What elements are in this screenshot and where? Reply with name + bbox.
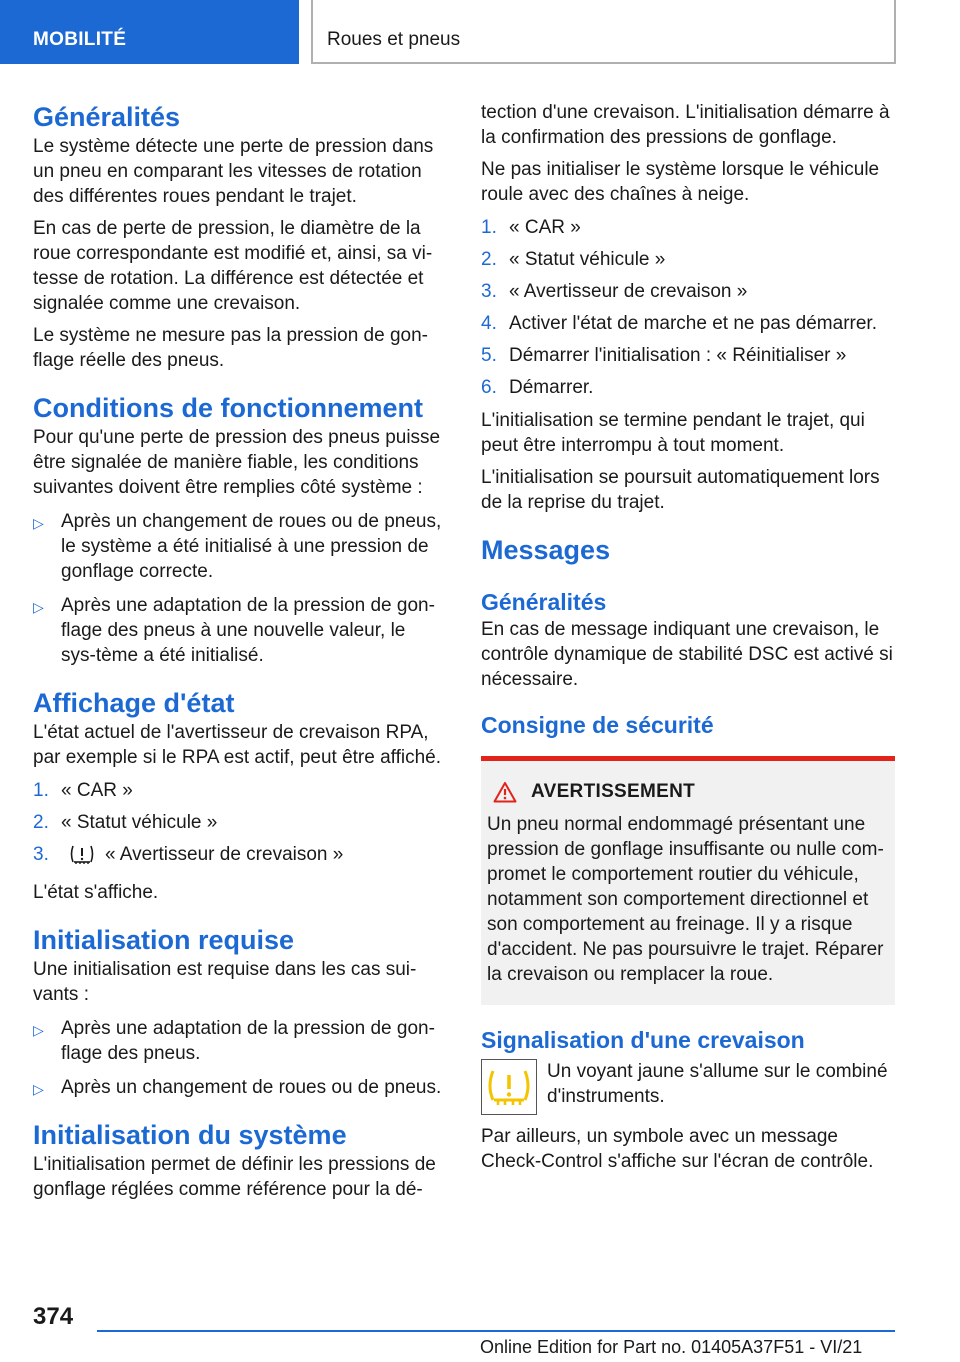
paragraph: L'état actuel de l'avertisseur de crevaison RPA, par exemple si le RPA est actif, peut être affiché.: [33, 722, 442, 768]
heading-affichage: Affichage d'état: [33, 688, 235, 718]
list-item: 2. « Statut véhicule »: [481, 249, 666, 270]
list-item: 3. « Avertisseur de crevaison »: [33, 842, 443, 872]
paragraph: Le système détecte une perte de pression dans un pneu en comparant les vitesses de rotation des différentes roues pendant le trajet.: [33, 136, 434, 207]
page-number: 374: [33, 1303, 74, 1330]
header-section-tab: [0, 0, 299, 64]
list-item: 2. « Statut véhicule »: [33, 812, 218, 833]
list-item: 3. « Avertisseur de crevaison »: [481, 281, 748, 302]
triangle-right-icon: ▷: [33, 1022, 44, 1038]
header-section-label: MOBILITÉ: [33, 29, 127, 50]
paragraph: Ne pas initialiser le système lorsque le véhicule roule avec des chaînes à neige.: [481, 159, 880, 205]
heading-consigne: Consigne de sécurité: [481, 712, 714, 738]
warning-title: AVERTISSEMENT: [531, 781, 696, 802]
paragraph: Une initialisation est requise dans les cas sui-vants :: [33, 959, 417, 1005]
bullet-list: [33, 1016, 443, 1100]
warning-header: [493, 781, 887, 803]
list-item: ▷ Après une adaptation de la pression de gon-flage des pneus à une nouvelle valeur, le sys-tème a été initialisé.: [33, 595, 435, 666]
paragraph: Le système ne mesure pas la pression de gon-flage réelle des pneus.: [33, 325, 428, 371]
paragraph: tection d'une crevaison. L'initialisation démarre à la confirmation des pressions de gonflage.: [481, 102, 890, 148]
list-item: 1. « CAR »: [481, 217, 581, 238]
step-list: [33, 778, 443, 872]
tire-pressure-warning-icon: [481, 1059, 537, 1115]
left-column: [33, 100, 443, 1209]
paragraph: Pour qu'une perte de pression des pneus puisse être signalée de manière fiable, les conditions suivantes doivent être remplies côté système :: [33, 427, 441, 498]
heading-conditions: Conditions de fonctionnement: [33, 393, 423, 423]
list-item: 1. « CAR »: [33, 780, 133, 801]
paragraph: En cas de perte de pression, le diamètre de la roue correspondante est modifié et, ainsi, sa vi-tesse de rotation. La différence est détectée et signalée comme une crevaison.: [33, 218, 433, 314]
triangle-right-icon: ▷: [33, 599, 44, 615]
list-item: ▷ Après un changement de roues ou de pneus.: [33, 1075, 443, 1100]
list-item: 5. Démarrer l'initialisation : « Réinitialiser »: [481, 345, 847, 366]
heading-signalisation: Signalisation d'une crevaison: [481, 1027, 805, 1053]
list-item: 4. Activer l'état de marche et ne pas démarrer.: [481, 313, 877, 334]
bullet-list: [33, 509, 443, 668]
heading-generalites: Généralités: [33, 102, 181, 132]
footer-divider: [97, 1330, 895, 1332]
paragraph: L'initialisation se termine pendant le trajet, qui peut être interrompu à tout moment.: [481, 410, 865, 456]
footer-edition: Online Edition for Part no. 01405A37F51 - VI/21: [480, 1337, 863, 1357]
heading-generalites-sub: Généralités: [481, 589, 607, 615]
paragraph: L'initialisation permet de définir les pressions de gonflage réglées comme référence pour la dé-: [33, 1154, 436, 1200]
signal-row: [481, 1059, 895, 1116]
header-chapter-label: Roues et pneus: [327, 29, 461, 50]
paragraph: En cas de message indiquant une crevaison, le contrôle dynamique de stabilité DSC est activé si nécessaire.: [481, 619, 893, 690]
tire-pressure-warning-icon: [69, 843, 95, 872]
paragraph: L'initialisation se poursuit automatiquement lors de la reprise du trajet.: [481, 467, 880, 513]
warning-text: Un pneu normal endommagé présentant une pression de gonflage insuffisante ou nulle com-promet le comportement routier du véhicule, notamment son comportement directionnel et son comportement au freinage. Il y a risque d'accident. Ne pas poursuivre le trajet. Réparer la crevaison ou remplacer la roue.: [487, 814, 884, 985]
list-item: 6. Démarrer.: [481, 377, 594, 398]
triangle-right-icon: ▷: [33, 1081, 44, 1097]
heading-messages: Messages: [481, 535, 611, 565]
warning-triangle-icon: [493, 781, 517, 803]
list-item: ▷ Après une adaptation de la pression de gon-flage des pneus.: [33, 1018, 435, 1064]
step-list: [481, 215, 895, 400]
triangle-right-icon: ▷: [33, 515, 44, 531]
heading-init-systeme: Initialisation du système: [33, 1120, 347, 1150]
list-item: ▷ Après un changement de roues ou de pneus, le système a été initialisé à une pression de gonflage correcte.: [33, 511, 442, 582]
right-column: [481, 100, 895, 1181]
paragraph: L'état s'affiche.: [33, 882, 159, 903]
paragraph: Par ailleurs, un symbole avec un message Check-Control s'affiche sur l'écran de contrôle.: [481, 1126, 874, 1172]
heading-init-requise: Initialisation requise: [33, 925, 295, 955]
header-chapter-tab: [311, 0, 896, 64]
paragraph: Un voyant jaune s'allume sur le combiné d'instruments.: [547, 1061, 888, 1107]
warning-box: [481, 756, 895, 1005]
